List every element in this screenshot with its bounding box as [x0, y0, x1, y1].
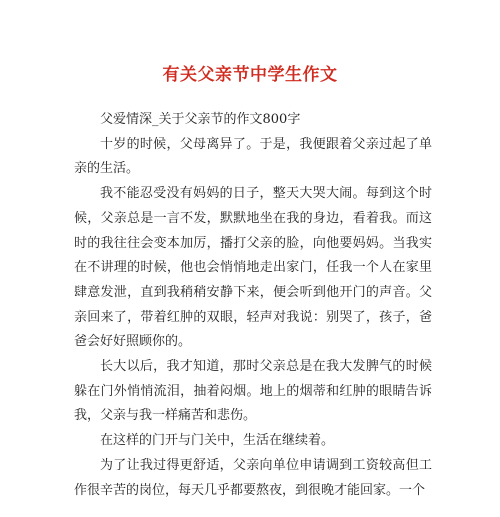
- document-title: 有关父亲节中学生作文: [162, 65, 338, 85]
- paragraph: 为了让我过得更舒适，父亲向单位申请调到工资较高但工作很辛苦的岗位，每天几乎都要熬夜，到很晚才能回家。一个: [74, 457, 432, 498]
- paragraph-subtitle: 父爱情深_关于父亲节的作文800字: [100, 112, 301, 127]
- paragraph: 十岁的时候，父母离异了。于是，我便跟着父亲过起了单亲的生活。: [74, 136, 432, 177]
- document-body: [74, 108, 432, 503]
- paragraph: 长大以后，我才知道，那时父亲总是在我大发脾气的时候躲在门外悄悄流泪，抽着闷烟。地上的烟蒂和红肿的眼睛告诉我，父亲与我一样痛苦和悲伤。: [74, 359, 432, 424]
- paragraph: 在这样的门开与门关中，生活在继续着。: [100, 433, 335, 449]
- paragraph: 我不能忍受没有妈妈的日子，整天大哭大闹。每到这个时候，父亲总是一言不发，默默地坐在我的身边，看着我。而这时的我往往会变本加厉，播打父亲的脸，向他要妈妈。当我实在不讲理的时候，他也会悄悄地走出家门，任我一个人在家里肆意发泄，直到我稍稍安静下来，便会听到他开门的声音。父亲回来了，带着红肿的双眼，轻声对我说：别哭了，孩子，爸爸会好好照顾你的。: [74, 186, 432, 350]
